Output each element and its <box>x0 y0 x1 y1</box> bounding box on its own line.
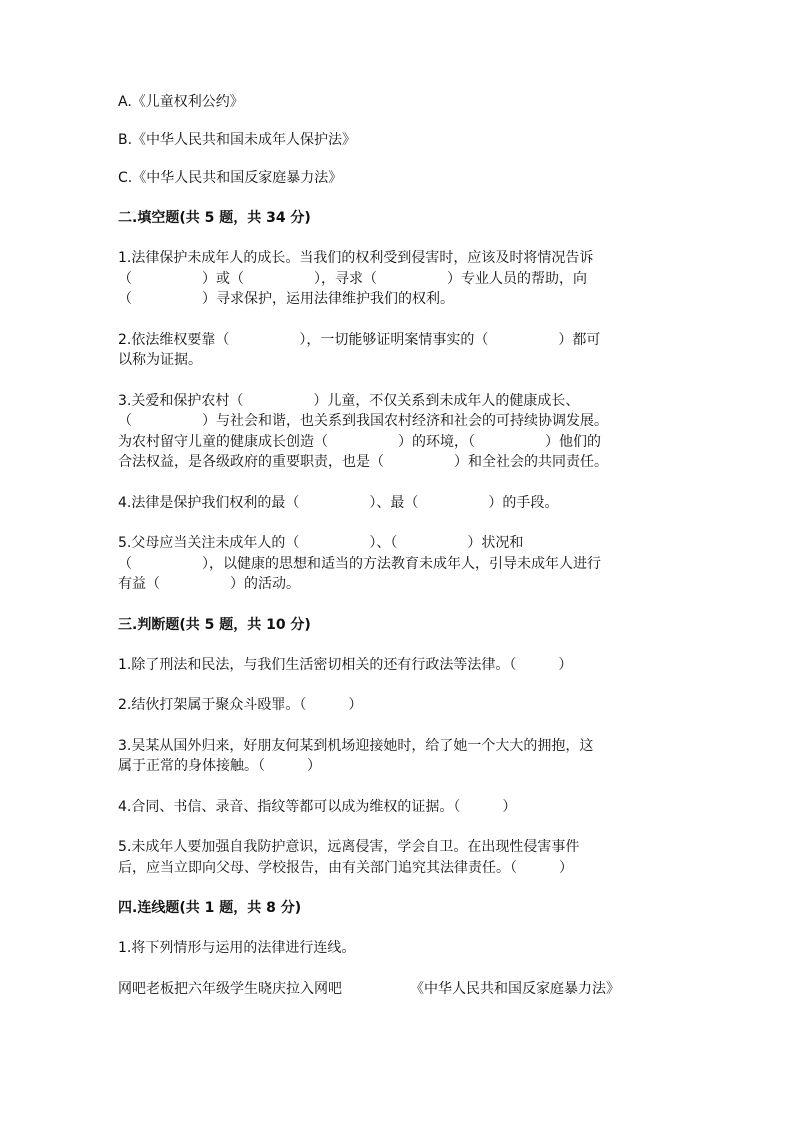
section-judgement-title: 三.判断题(共 5 题，共 10 分) <box>118 616 311 633</box>
judge-question-5 <box>118 837 678 878</box>
question-line: 1.法律保护未成年人的成长。当我们的权利受到侵害时，应该及时将情况告诉 <box>118 250 594 266</box>
document-page <box>118 92 678 999</box>
question-line: 以称为证据。 <box>118 352 202 368</box>
fill-question-1 <box>118 248 678 310</box>
question-line: 5.未成年人要加强自我防护意识，远离侵害，学会自卫。在出现性侵害事件 <box>118 839 580 855</box>
question-line: 5.父母应当关注未成年人的（ ）、（ ）状况和 <box>118 535 524 551</box>
option-b: B.《中华人民共和国未成年人保护法》 <box>118 132 357 148</box>
question-line: 2.结伙打架属于聚众斗殴罪。（ ） <box>118 697 363 713</box>
fill-question-5 <box>118 533 678 595</box>
question-line: 合法权益，是各级政府的重要职责，也是（ ）和全社会的共同责任。 <box>118 454 608 470</box>
match-row <box>118 979 678 999</box>
option-c: C.《中华人民共和国反家庭暴力法》 <box>118 170 343 186</box>
question-line: 1.将下列情形与运用的法律进行连线。 <box>118 940 356 956</box>
section-matching-title: 四.连线题(共 1 题，共 8 分) <box>118 900 302 916</box>
question-line: （ ）或（ ），寻求（ ）专业人员的帮助，向 <box>118 270 587 287</box>
question-line: 属于正常的身体接触。（ ） <box>118 758 321 774</box>
option-a: A.《儿童权利公约》 <box>118 94 244 110</box>
question-line: 3.关爱和保护农村（ ）儿童，不仅关系到未成年人的健康成长、 <box>118 392 580 409</box>
match-left-item: 网吧老板把六年级学生晓庆拉入网吧 <box>118 980 342 997</box>
question-line: 为农村留守儿童的健康成长创造（ ）的环境，（ ）他们的 <box>118 433 601 450</box>
fill-question-3 <box>118 391 678 473</box>
question-line: （ ）与社会和谐，也关系到我国农村经济和社会的可持续协调发展。 <box>118 413 608 429</box>
judge-question-1 <box>118 655 678 676</box>
question-line: 有益（ ）的活动。 <box>118 576 300 592</box>
judge-question-3 <box>118 736 678 777</box>
question-line: （ ）寻求保护，运用法律维护我们的权利。 <box>118 291 454 307</box>
fill-question-4 <box>118 493 678 514</box>
judge-question-4 <box>118 797 678 818</box>
judge-question-2 <box>118 695 678 716</box>
question-line: 4.法律是保护我们权利的最（ ）、最（ ）的手段。 <box>118 494 559 511</box>
question-line: 4.合同、书信、录音、指纹等都可以成为维权的证据。（ ） <box>118 798 517 815</box>
question-line: 1.除了刑法和民法，与我们生活密切相关的还有行政法等法律。（ ） <box>118 656 573 673</box>
match-question-1 <box>118 938 678 959</box>
section-fill-in-title: 二.填空题(共 5 题，共 34 分) <box>118 210 311 226</box>
match-right-item: 《中华人民共和国反家庭暴力法》 <box>410 980 620 997</box>
question-line: （ ），以健康的思想和适当的方法教育未成年人，引导未成年人进行 <box>118 555 601 572</box>
question-line: 2.依法维权要靠（ ），一切能够证明案情事实的（ ）都可 <box>118 331 601 348</box>
question-line: 后，应当立即向父母、学校报告，由有关部门追究其法律责任。（ ） <box>118 859 573 876</box>
fill-question-2 <box>118 330 678 371</box>
question-line: 3.吴某从国外归来，好朋友何某到机场迎接她时，给了她一个大大的拥抱，这 <box>118 737 594 754</box>
